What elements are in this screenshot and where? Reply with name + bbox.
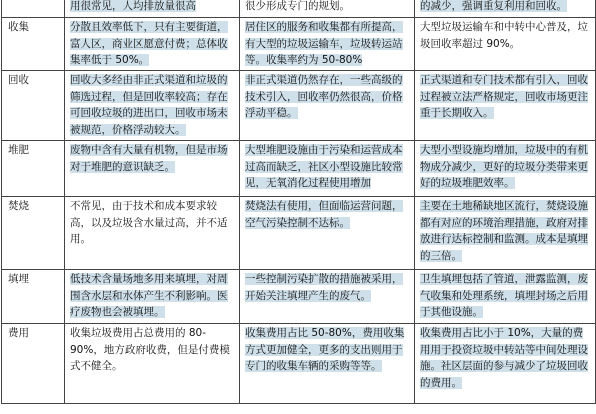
cell-text: 很少形成专门的规划。 [245,0,350,12]
cell-text: 回收大多经由非正式渠道和垃圾的筛选过程，但是回收率较高；存在可回收垃圾的进出口，回收市场未被规范，价格浮动较大。 [70,74,228,136]
cell-text: 废物中含有大量有机物，但是市场对于堆肥的意识缺乏。 [70,144,228,173]
cell-recycling-col1 [65,71,240,141]
row-label: 堆肥 [2,141,65,197]
cell-text: 收集费用占比 50-80%，费用收集方式更加健全，更多的支出则用于专门的收集车辆的采购等等。 [245,327,405,372]
cell-collection-col1 [65,18,240,71]
cell-text: 收集费用占比小于 10%，大量的费用用于投资垃圾中转站等中间处理设施。社区层面的参与减少了垃圾回收的费用。 [420,327,588,389]
row-label: 费用 [2,324,65,404]
cell-text: 不常见，由于技术和成本要求较高，以及垃圾含水量过高，并不适用。 [70,200,228,245]
table-row-landfill [2,270,596,324]
cell-composting-col2 [240,141,415,197]
cell-text: 收集垃圾费用占总费用的 80-90%，地方政府收费，但是付费模式不健全。 [70,327,230,372]
cell-top-col1 [65,0,240,18]
cell-composting-col1 [65,141,240,197]
row-label: 收集 [2,18,65,71]
cell-recycling-col3 [415,71,596,141]
cell-collection-col3 [415,18,596,71]
cell-composting-col3 [415,141,596,197]
row-label: 焚烧 [2,197,65,270]
cell-landfill-col3 [415,270,596,324]
cell-text: 的减少，强调重复利用和回收。 [420,0,567,12]
table-row-collection [2,18,596,71]
cell-incineration-col2 [240,197,415,270]
cell-incineration-col3 [415,197,596,270]
comparison-table [1,0,596,404]
cell-incineration-col1 [65,197,240,270]
cell-text: 居住区的服务和收集都有所提高，有大型的垃圾运输车，垃圾转运站等。收集率约为 50-80% [245,21,403,66]
table-row-top [2,0,596,18]
cell-recycling-col2 [240,71,415,141]
cell-cost-col3 [415,324,596,404]
cell-top-col3 [415,0,596,18]
row-label-top [2,0,65,18]
cell-text: 用很常见，人均排放量很高 [70,0,196,12]
cell-text: 卫生填埋包括了管道，泄露监测，废气收集和处理系统，填埋封场之后用于其他设施。 [420,273,588,318]
cell-text: 大型堆肥设施由于污染和运营成本过高而缺乏，社区小型设施比较常见，无氧消化过程使用增加 [245,144,403,189]
table-row-incineration [2,197,596,270]
cell-text: 分散且效率低下，只有主要街道，富人区，商业区愿意付费；总体收集率低于 50%。 [70,21,228,66]
cell-text: 正式渠道和专门技术都有引入，回收过程被立法严格规定，回收市场更注重于长期收入。 [420,74,588,119]
cell-cost-col2 [240,324,415,404]
table-row-composting [2,141,596,197]
table-row-recycling [2,71,596,141]
cell-top-col2 [240,0,415,18]
table-row-cost [2,324,596,404]
cell-text: 主要在土地稀缺地区流行，焚烧设施都有对应的环境治理措施，政府对排放进行达标控制和监测。成本是填埋的三倍。 [420,200,588,262]
cell-text: 低技术含量场地多用来填埋，对周围含水层和水体产生不利影响。医疗废物也会被填埋。 [70,273,228,318]
cell-text: 非正式渠道仍然存在，一些高级的技术引入，回收率仍然很高，价格浮动平稳。 [245,74,403,119]
cell-text: 大型垃圾运输车和中转中心普及，垃圾回收率超过 90%。 [420,21,588,50]
cell-landfill-col2 [240,270,415,324]
cell-text: 大型小型设施均增加，垃圾中的有机物成分减少，更好的垃圾分类带来更好的垃圾堆肥效率。 [420,144,588,189]
cell-text: 一些控制污染扩散的措施被采用，开始关注填埋产生的废气。 [245,273,403,302]
cell-cost-col1 [65,324,240,404]
row-label: 回收 [2,71,65,141]
row-label: 填埋 [2,270,65,324]
cell-landfill-col1 [65,270,240,324]
cell-text: 焚烧法有使用，但面临运营问题，空气污染控制不达标。 [245,200,403,229]
cell-collection-col2 [240,18,415,71]
